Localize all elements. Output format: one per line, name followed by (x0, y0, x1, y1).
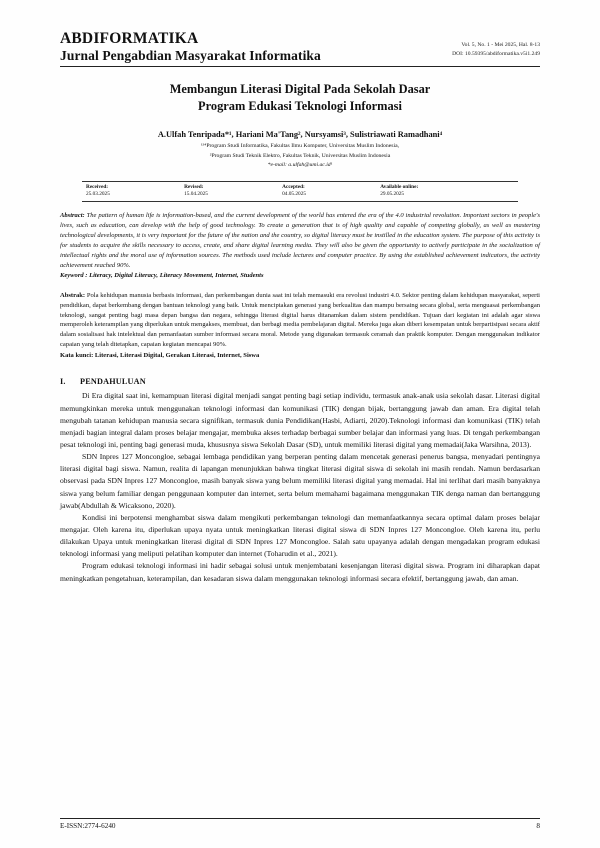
abstract-indonesian-text: Pola kehidupan manusia berbasis informasi, dan perkembangan dunia saat ini telah memasuki era revolusi industri 4.0. Sektor penting dalam kehidupan masyarakat, seperti pendidikan, dapat berkembang dengan bantuan teknologi yang baik. Untuk menciptakan generasi yang berkualitas dan mampu bersaing secara global, serta menguasai perkembangan teknologi, sangat penting bagi masa depan bangsa dan negara, sehingga literasi digital harus ditanamkan dalam sistem pendidikan. Tujuan dari kegiatan ini adalah agar siswa memperoleh keterampilan yang diperlukan untuk mengakses, membuat, dan berbagi media pembelajaran digital. Mereka juga akan diberi kesempatan untuk berpartisipasi secara aktif dalam sosialisasi hak intelektual dan pemanfaatan sumber informasi secara moral. Metode yang digunakan termasuk ceramah dan praktik komputer. Dengan menggunakan indikator capaian yang telah ditetapkan, capaian kegiatan mencapai 90%. (60, 291, 540, 349)
abstract-english-text: The pattern of human life is information-based, and the current development of the world has entered the era of the 4.0 industrial revolution. Important sectors in people's lives, such as education, can develop with the help of good technology. To create a generation that is of high quality and capable of competing globally, as well as mastering technological developments, it is very important for the future of the nation and the country, so digital literacy must be instilled in the education system. The purpose of this activity is for students to acquire the skills necessary to access, create, and share digital learning media. They will also be given the opportunity to actively participate in the socialization of intellectual rights and the moral use of information sources. The methods used include lectures and computer practice. By using the established achievement indicators, the activity achievement reached 90%. (60, 211, 540, 269)
masthead-titles (60, 30, 321, 64)
paragraph: Program edukasi teknologi informasi ini hadir sebagai solusi untuk menjembatani kesenjangan literasi digital siswa. Program ini diharapkan dapat meningkatkan pengetahuan, keterampilan, dan kesadaran siswa dalam menggunakan teknologi informasi secara efektif, bertanggung jawab, dan aman. (60, 561, 540, 583)
date-value: 25.03.2025 (86, 191, 110, 198)
section-body (60, 390, 540, 584)
author-list: A.Ulfah Tenripada*¹, Hariani Ma'Tang², Nursyamsi³, Sulistriawati Ramadhani⁴ (157, 129, 443, 139)
section-title: PENDAHULUAN (80, 377, 146, 387)
affiliation-line-1: ¹³⁴Program Studi Informatika, Fakultas Ilmu Komputer, Universitas Muslim Indonesia, (200, 142, 400, 149)
section-number: I. (60, 377, 66, 387)
table-row (82, 182, 518, 202)
journal-subtitle: Jurnal Pengabdian Masyarakat Informatika (60, 48, 321, 64)
abstract-indonesian-label: Abstrak: (60, 291, 86, 299)
issn-label: E-ISSN:2774-6240 (60, 822, 116, 830)
date-cell-available-online (376, 182, 518, 202)
journal-issue-info (452, 41, 540, 64)
date-label: Received: (86, 183, 109, 190)
date-label: Revised: (184, 183, 204, 190)
abstract-english (60, 211, 540, 271)
corresponding-email: *e-mail: a.ulfah@umi.ac.id¹ (267, 161, 333, 168)
paragraph: SDN Inpres 127 Moncongloe, sebagai lembaga pendidikan yang berperan penting dalam mencetak generasi penerus bangsa, menyadari pentingnya literasi digital bagi siswa. Namun, realita di lapangan menunjukkan bahwa tingkat literasi digital siswa di sekolah ini masih rendah. Namun berdasarkan observasi pada SDN Inpres 127 Moncongloe, masih banyak siswa yang belum memiliki literasi digital yang memadai. Hal ini terlihat dari masih banyaknya siswa yang belum familiar dengan penggunaan komputer dan internet, serta belum memahami bagaimana menggunakan TIK denga naman dan bertanggung jawab(Abdullah & Wicaksono, 2020). (60, 452, 540, 510)
date-cell-received (82, 182, 180, 202)
date-cell-accepted (278, 182, 376, 202)
date-value: 15.04.2025 (184, 191, 208, 198)
abstract-english-label: Abstract: (60, 211, 85, 219)
date-value: 04.05.2025 (282, 191, 306, 198)
date-value: 29.05.2025 (380, 191, 405, 198)
keywords-indonesian-text: : Literasi, Literasi Digital, Gerakan Literasi, Internet, Siswa (91, 352, 260, 360)
abstract-indonesian (60, 291, 540, 351)
date-label: Available online: (380, 183, 419, 190)
paper-title-line-2: Program Edukasi Teknologi Informasi (198, 99, 402, 114)
journal-masthead (60, 30, 540, 67)
keywords-english-text: Literacy, Digital Literacy, Literacy Movement, Internet, Students (87, 272, 264, 280)
page-title (60, 81, 540, 115)
paper-title-line-1: Membangun Literasi Digital Pada Sekolah Dasar (169, 82, 431, 97)
keywords-english-label: Keyword : (60, 272, 88, 280)
journal-name: ABDIFORMATIKA (60, 30, 199, 47)
date-cell-revised (180, 182, 278, 202)
affiliation-line-2: ²Program Studi Teknik Elektro, Fakultas Teknik, Universitas Muslim Indonesia (209, 152, 391, 159)
publication-dates (82, 181, 518, 202)
keywords-english (60, 271, 540, 281)
page-number: 8 (536, 822, 540, 830)
doi-line: DOI: 10.59395/abdiformatika.v5i1.249 (452, 50, 540, 57)
dates-table (82, 181, 518, 202)
keywords-indonesian-label: Kata kunci (60, 352, 92, 360)
paragraph: Kondisi ini berpotensi menghambat siswa dalam mengikuti perkembangan teknologi dan memanfaatkannya secara optimal dalam proses belajar mengajar. Oleh karena itu, diperlukan upaya nyata untuk meningkatkan literasi digital siswa di SDN Inpres 127 Moncongloe. Oleh karena itu, perlu dilakukan Upaya untuk meningkatkan literasi digital di SDN Inpres 127 Moncongloe. Salah satu upayanya adalah dengan mengadakan program edukasi teknologi informasi yang meliputi pelatihan komputer dan internet (Toharudin et al., 2021). (60, 512, 540, 559)
keywords-indonesian (60, 351, 540, 361)
paragraph: Di Era digital saat ini, kemampuan literasi digital menjadi sangat penting bagi setiap individu, termasuk anak-anak usia sekolah dasar. Literasi digital memungkinkan mereka untuk menggunakan teknologi informasi dan komunikasi (TIK) dengan bijak, bertanggung jawab dan aman. Era digital telah mengubah tatanan kehidupan manusia secara signifikan, termasuk dunia Pendidikan(Hasbi, Adiarti, 2020).Teknologi informasi dan komunikasi (TIK) telah menjadi bagian integral dalam proses belajar mengajar, membuka akses terhadap berbagai sumber belajar dan informasi yang luas. Di tengah perkembangan pesat teknologi ini, penting bagi generasi muda, khususnya siswa Sekolah Dasar (SD), untuk memiliki literasi digital yang memadai(Jaka Warsihna, 2013). (60, 391, 540, 449)
date-label: Accepted: (282, 183, 305, 190)
footer-row (60, 822, 540, 830)
section-heading-pendahuluan (60, 377, 540, 386)
volume-issue-line: Vol. 5, No. 1 - Mei 2025, Hal. 8-13 (461, 42, 540, 49)
footer-divider (60, 818, 540, 819)
page-footer (60, 818, 540, 830)
